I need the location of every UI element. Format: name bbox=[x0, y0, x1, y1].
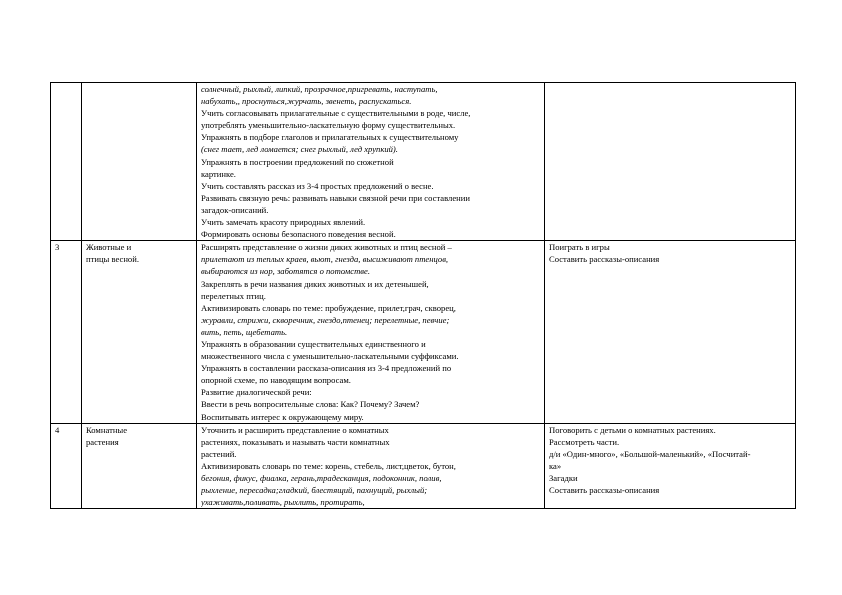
table-row bbox=[51, 423, 796, 509]
topic-line: Комнатные bbox=[86, 424, 128, 435]
table-row bbox=[51, 241, 796, 423]
task-line: солнечный, рыхлый, липкий, прозрачное,пригревать, наступать, bbox=[201, 84, 438, 94]
lesson-plan-table bbox=[50, 82, 796, 509]
task-line: перелетных птиц. bbox=[201, 290, 266, 301]
topic-line: птицы весной. bbox=[86, 254, 139, 265]
task-line: Упражнять в образовании существительных единственного и bbox=[201, 338, 426, 349]
task-line: Воспитывать интерес к окружающему миру. bbox=[201, 411, 364, 422]
topic-cell bbox=[82, 241, 197, 423]
task-line: Ввести в речь вопросительные слова: Как? Почему? Зачем? bbox=[201, 399, 420, 410]
activity-line: ка» bbox=[549, 460, 562, 471]
tasks-cell bbox=[197, 241, 545, 423]
task-line: прилетают из теплых краев, вьют, гнезда, высиживают птенцов, bbox=[201, 254, 449, 265]
task-line: ухаживать,поливать, рыхлить, протирать, bbox=[201, 497, 365, 508]
task-line: употреблять уменьшительно-ласкательную форму существительных. bbox=[201, 120, 456, 131]
topic-cell bbox=[82, 423, 197, 509]
activity-line: Составить рассказы-описания bbox=[549, 254, 660, 265]
task-line: Закреплять в речи названия диких животных и их детенышей, bbox=[201, 278, 429, 289]
task-line: Уточнить и расширить представление о комнатных bbox=[201, 424, 389, 435]
table-row bbox=[51, 83, 796, 241]
topic-line: Животные и bbox=[86, 242, 132, 253]
task-line: Учить согласовывать прилагательные с существительными в роде, числе, bbox=[201, 108, 471, 119]
task-line: набухать,, проснуться,журчать, звенеть, распускаться. bbox=[201, 96, 412, 107]
tasks-cell bbox=[197, 83, 545, 241]
task-line: Активизировать словарь по теме: пробуждение, прилет,грач, скворец, bbox=[201, 302, 456, 313]
row-number: 3 bbox=[51, 241, 82, 423]
tasks-cell bbox=[197, 423, 545, 509]
activities-cell bbox=[545, 83, 796, 241]
task-line: растений. bbox=[201, 448, 237, 459]
task-line: Упражнять в составлении рассказа-описания из 3-4 предложений по bbox=[201, 363, 452, 374]
task-line: бегония, фикус, фиалка, герань,традесканция, подоконник, полив, bbox=[201, 473, 442, 483]
activity-line: Рассмотреть части. bbox=[549, 436, 620, 447]
task-line: Упражнять в подборе глаголов и прилагательных к существительному bbox=[201, 132, 459, 143]
task-line: загадок-описаний. bbox=[201, 204, 269, 215]
activity-line: Составить рассказы-описания bbox=[549, 485, 660, 496]
task-line: Развитие диалогической речи: bbox=[201, 387, 312, 398]
task-line: Активизировать словарь по теме: корень, стебель, лист,цветок, бутон, bbox=[201, 460, 456, 471]
topic-line: растения bbox=[86, 436, 119, 447]
task-line: Развивать связную речь: развивать навыки связной речи при составлении bbox=[201, 192, 470, 203]
task-line: растениях, показывать и называть части комнатных bbox=[201, 436, 390, 447]
task-line: картинке. bbox=[201, 168, 236, 179]
activity-line: Поиграть в игры bbox=[549, 242, 610, 253]
row-number bbox=[51, 83, 82, 241]
activities-cell bbox=[545, 241, 796, 423]
task-line: Упражнять в построении предложений по сюжетной bbox=[201, 156, 394, 167]
task-line: журавли, стрижи, скворечник, гнездо,птенец; перелетные, певчие; bbox=[201, 314, 450, 325]
task-line: Учить составлять рассказ из 3-4 простых предложений о весне. bbox=[201, 180, 434, 191]
task-line: множественного числа с уменьшительно-ласкательными суффиксами. bbox=[201, 351, 459, 362]
task-line: опорной схеме, по наводящим вопросам. bbox=[201, 375, 351, 386]
task-line: вить, петь, щебетать. bbox=[201, 326, 288, 337]
task-line: (снег тает, лед ломается; снег рыхлый, лед хрупкий). bbox=[201, 144, 398, 155]
task-line: Учить замечать красоту природных явлений. bbox=[201, 217, 366, 228]
row-number: 4 bbox=[51, 423, 82, 509]
task-line: Формировать основы безопасного поведения весной. bbox=[201, 229, 396, 240]
activity-line: д/и «Один-много», «Большой-маленький», «Посчитай- bbox=[549, 448, 751, 459]
task-line: выбираются из нор, заботятся о потомстве. bbox=[201, 266, 370, 277]
lesson-plan-body bbox=[51, 83, 796, 509]
task-line: рыхление, пересадка;гладкий, блестящий, пахнущий, рыхлый; bbox=[201, 485, 428, 496]
activities-cell bbox=[545, 423, 796, 509]
activity-line: Поговорить с детьми о комнатных растениях. bbox=[549, 424, 716, 435]
topic-cell bbox=[82, 83, 197, 241]
task-line: Расширять представление о жизни диких животных и птиц весной – bbox=[201, 242, 452, 253]
activity-line: Загадки bbox=[549, 473, 578, 483]
